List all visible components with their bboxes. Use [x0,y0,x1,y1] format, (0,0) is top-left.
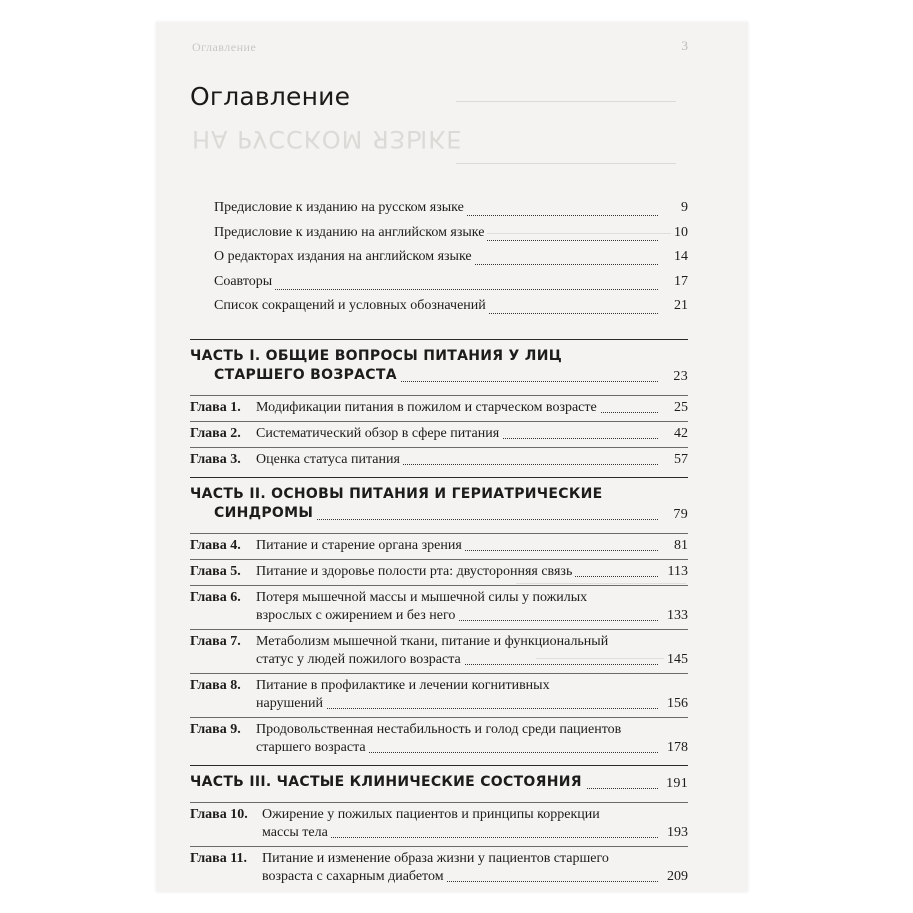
chapter-label: Глава 5. [190,563,241,579]
toc-entry-title: О редакторах издания на английском языке [214,249,475,265]
part-heading-2[interactable] [190,477,688,533]
chapter-entry[interactable] [190,629,688,673]
chapter-label: Глава 9. [190,721,241,737]
chapter-entry[interactable] [190,421,688,447]
toc-page-number: 209 [664,868,688,886]
table-of-contents [190,200,688,890]
toc-page-number: 113 [665,563,688,581]
chapter-entry[interactable] [190,846,688,890]
chapter-label: Глава 2. [190,425,241,441]
dot-leader [220,274,658,290]
chapter-entry[interactable] [190,717,688,761]
chapter-label: Глава 10. [190,806,248,822]
toc-page-number: 17 [671,274,688,290]
chapter-entry[interactable] [190,802,688,846]
toc-entry[interactable] [190,200,688,225]
toc-entry[interactable] [190,274,688,299]
chapter-entry[interactable] [190,533,688,559]
toc-page-number: 156 [664,695,688,713]
toc-page-number: 133 [664,607,688,625]
toc-page-number: 42 [671,425,688,443]
chapter-title: статус у людей пожилого возраста [256,651,464,669]
chapter-title: Систематический обзор в сфере питания [256,425,502,443]
toc-entry-title: Предисловие к изданию на русском языке [214,200,467,216]
part-title-line: ЧАСТЬ III. ЧАСТЫЕ КЛИНИЧЕСКИЕ СОСТОЯНИЯ [190,774,586,790]
chapter-title-line: Ожирение у пожилых пациентов и принципы коррекции [262,806,600,822]
toc-page-number: 178 [664,739,688,757]
part-title-line: ЧАСТЬ I. ОБЩИЕ ВОПРОСЫ ПИТАНИЯ У ЛИЦ [190,347,563,364]
chapter-title: массы тела [262,824,331,842]
toc-entry[interactable] [190,249,688,274]
bleed-through-heading: НА РУССКОМ ЯЗЫКЕ [192,125,463,153]
chapter-label: Глава 3. [190,451,241,467]
chapter-title: Питание и здоровье полости рта: двусторонняя связь [256,563,575,581]
toc-entry-title: Предисловие к изданию на английском языке [214,225,487,241]
part-heading-1[interactable] [190,339,688,395]
toc-page-number: 21 [671,298,688,314]
toc-page-number: 79 [669,507,688,523]
chapter-title-line: Продовольственная нестабильность и голод среди пациентов [256,721,622,737]
part-title-line: СТАРШЕГО ВОЗРАСТА [214,367,401,383]
chapter-title: нарушений [256,695,326,713]
chapter-title-line: Питание и изменение образа жизни у пациентов старшего [262,850,609,866]
toc-page-number: 25 [671,399,688,417]
chapter-title: Питание и старение органа зрения [256,537,465,555]
toc-page-number: 23 [669,369,688,385]
toc-entry[interactable] [190,298,688,323]
toc-title: Оглавление [190,82,351,111]
chapter-title: Модификации питания в пожилом и старческом возрасте [256,399,600,417]
toc-page-number: 14 [671,249,688,265]
chapter-entry[interactable] [190,395,688,421]
chapter-label: Глава 7. [190,633,241,649]
book-page [156,22,748,892]
chapter-entry[interactable] [190,585,688,629]
chapter-title: возраста с сахарным диабетом [262,868,447,886]
bleed-through-line [456,162,676,164]
chapter-entry[interactable] [190,559,688,585]
chapter-label: Глава 6. [190,589,241,605]
toc-entry[interactable] [190,225,688,250]
chapter-title: старшего возраста [256,739,369,757]
chapter-label: Глава 8. [190,677,241,693]
chapter-title: Оценка статуса питания [256,451,403,469]
part-heading-3[interactable] [190,765,688,802]
bleed-through-page-number: 3 [681,38,688,53]
chapter-title-line: Потеря мышечной массы и мышечной силы у пожилых [256,589,588,605]
chapter-label: Глава 4. [190,537,241,553]
chapter-title-line: Питание в профилактике и лечении когнитивных [256,677,550,693]
bleed-through-line [456,100,676,102]
toc-page-number: 81 [671,537,688,555]
chapter-entry[interactable] [190,673,688,717]
chapter-entry[interactable] [190,447,688,473]
toc-page-number: 9 [678,200,688,216]
chapter-title: взрослых с ожирением и без него [256,607,458,625]
toc-entry-title: Соавторы [214,274,275,290]
toc-page-number: 10 [671,225,688,241]
chapter-label: Глава 11. [190,850,247,866]
toc-page-number: 57 [671,451,688,469]
part-title-line: СИНДРОМЫ [214,505,317,521]
toc-page-number: 145 [664,651,688,669]
toc-page-number: 193 [664,824,688,842]
chapter-title-line: Метаболизм мышечной ткани, питание и функциональный [256,633,609,649]
part-title-line: ЧАСТЬ II. ОСНОВЫ ПИТАНИЯ И ГЕРИАТРИЧЕСКИЕ [190,485,603,502]
toc-page-number: 191 [662,776,688,792]
bleed-through-header: Оглавление [192,40,257,54]
chapter-label: Глава 1. [190,399,241,415]
toc-entry-title: Список сокращений и условных обозначений [214,298,489,314]
